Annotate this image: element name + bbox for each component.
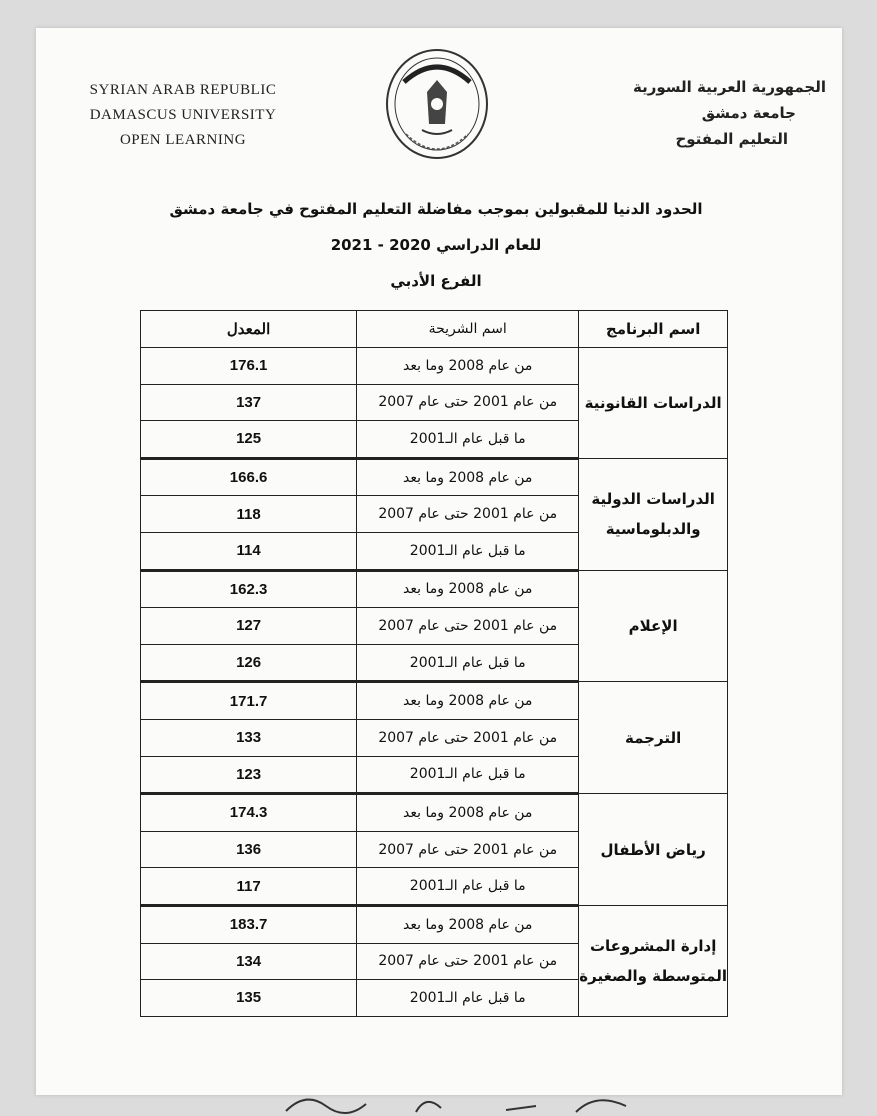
category-cell: ما قبل عام الـ2001: [357, 980, 579, 1017]
table-row: [141, 794, 728, 832]
average-cell: 166.6: [141, 458, 357, 496]
average-cell: 174.3: [141, 794, 357, 832]
average-cell: 183.7: [141, 905, 357, 943]
header-english: [58, 78, 308, 153]
signature-scribble: [276, 1086, 656, 1116]
header-english-line: SYRIAN ARAB REPUBLIC: [89, 82, 277, 98]
category-cell: من عام 2008 وما بعد: [357, 570, 579, 608]
category-cell: من عام 2008 وما بعد: [357, 348, 579, 385]
program-name: الدراسات القانونية: [579, 348, 728, 459]
average-cell: 134: [141, 943, 357, 980]
header-arabic-line: الجمهورية العربية السورية: [633, 78, 826, 96]
program-name: إدارة المشروعات المتوسطة والصغيرة: [579, 905, 728, 1016]
category-cell: ما قبل عام الـ2001: [357, 644, 579, 682]
category-cell: من عام 2001 حتى عام 2007: [357, 943, 579, 980]
table-row: [141, 348, 728, 385]
average-cell: 136: [141, 831, 357, 868]
document-title: الحدود الدنيا للمقبولين بموجب مفاضلة التعليم المفتوح في جامعة دمشق: [169, 200, 703, 218]
header-average: المعدل: [141, 311, 357, 348]
category-cell: من عام 2008 وما بعد: [357, 682, 579, 720]
table-row: [141, 570, 728, 608]
category-cell: من عام 2008 وما بعد: [357, 458, 579, 496]
table-row: [141, 682, 728, 720]
average-cell: 114: [141, 532, 357, 570]
average-cell: 162.3: [141, 570, 357, 608]
header-program: اسم البرنامج: [579, 311, 728, 348]
category-cell: ما قبل عام الـ2001: [357, 421, 579, 459]
program-name: الإعلام: [579, 570, 728, 682]
program-name: الترجمة: [579, 682, 728, 794]
program-name: رياض الأطفال: [579, 794, 728, 906]
average-cell: 135: [141, 980, 357, 1017]
category-cell: من عام 2001 حتى عام 2007: [357, 719, 579, 756]
average-cell: 125: [141, 421, 357, 459]
header-category: اسم الشريحة: [357, 311, 579, 348]
header-arabic-line: التعليم المفتوح: [675, 130, 788, 148]
average-cell: 117: [141, 868, 357, 906]
program-name: الدراسات الدولية والدبلوماسية: [579, 458, 728, 570]
admission-table: [140, 310, 728, 1017]
average-cell: 127: [141, 608, 357, 645]
category-cell: من عام 2001 حتى عام 2007: [357, 831, 579, 868]
average-cell: 137: [141, 384, 357, 421]
category-cell: من عام 2008 وما بعد: [357, 794, 579, 832]
table-row: [141, 458, 728, 496]
table-row: [141, 905, 728, 943]
average-cell: 133: [141, 719, 357, 756]
header-arabic-line: جامعة دمشق: [701, 104, 796, 122]
category-cell: ما قبل عام الـ2001: [357, 756, 579, 794]
category-cell: ما قبل عام الـ2001: [357, 868, 579, 906]
branch-label: الفرع الأدبي: [390, 272, 482, 290]
average-cell: 126: [141, 644, 357, 682]
average-cell: 176.1: [141, 348, 357, 385]
header-arabic: [626, 74, 826, 152]
header-english-line: OPEN LEARNING: [119, 132, 247, 148]
document-page: [36, 28, 842, 1095]
academic-year: للعام الدراسي 2020 - 2021: [330, 236, 542, 254]
category-cell: من عام 2001 حتى عام 2007: [357, 608, 579, 645]
university-seal-logo: [382, 42, 492, 162]
average-cell: 123: [141, 756, 357, 794]
category-cell: من عام 2001 حتى عام 2007: [357, 384, 579, 421]
table-header-row: [141, 311, 728, 348]
category-cell: ما قبل عام الـ2001: [357, 532, 579, 570]
header-english-line: DAMASCUS UNIVERSITY: [89, 107, 277, 123]
average-cell: 171.7: [141, 682, 357, 720]
category-cell: من عام 2001 حتى عام 2007: [357, 496, 579, 533]
category-cell: من عام 2008 وما بعد: [357, 905, 579, 943]
average-cell: 118: [141, 496, 357, 533]
